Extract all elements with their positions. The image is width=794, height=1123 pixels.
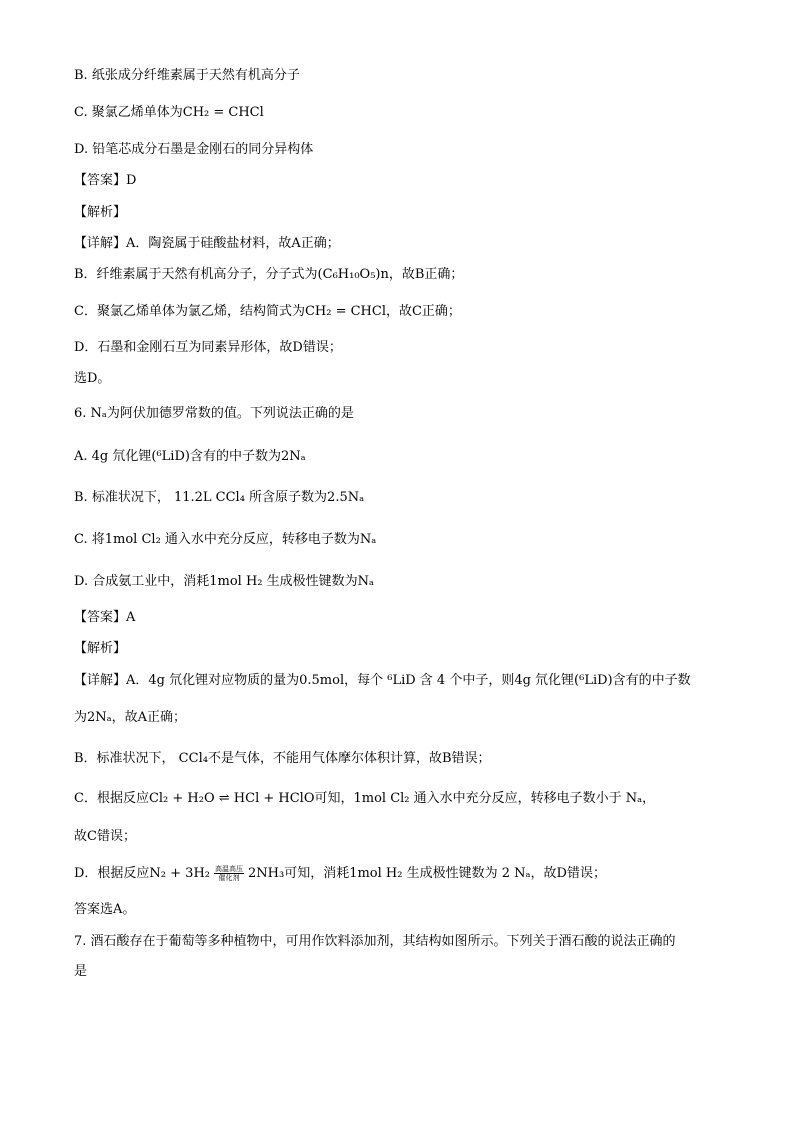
- option-b-q6: B. 标准状况下， 11.2L CCl₄ 所含原子数为2.5Nₐ: [74, 490, 365, 505]
- reaction-products-text: 2NH₃可知，消耗1mol H₂ 生成极性键数为 2 Nₐ，故D错误；: [248, 866, 606, 881]
- answer-q5: 【答案】D: [74, 173, 137, 188]
- option-c-q6: C. 将1mol Cl₂ 通入水中充分反应，转移电子数为Nₐ: [74, 532, 377, 547]
- explanation-a-q5: 【详解】A．陶瓷属于硅酸盐材料，故A正确；: [74, 236, 340, 251]
- reaction-arrow: [214, 865, 244, 882]
- conclusion-q6: 答案选A。: [74, 902, 136, 917]
- answer-q6: 【答案】A: [74, 610, 136, 625]
- question-6-stem: 6. Nₐ为阿伏加德罗常数的值。下列说法正确的是: [74, 406, 354, 421]
- question-7-stem: 7. 酒石酸存在于葡萄等多种植物中，可用作饮料添加剂，其结构如图所示。下列关于酒石酸的说法正确的: [74, 934, 676, 949]
- explanation-a-q6-cont: 为2Nₐ，故A正确；: [74, 710, 187, 725]
- explanation-c-q5: C．聚氯乙烯单体为氯乙烯，结构简式为CH₂ = CHCl，故C正确；: [74, 304, 461, 319]
- option-a-q6: A. 4g 氘化锂(⁶LiD)含有的中子数为2Nₐ: [74, 449, 306, 464]
- option-c-q5: C. 聚氯乙烯单体为CH₂ = CHCl: [74, 105, 264, 120]
- explanation-a-q6: 【详解】A．4g 氘化锂对应物质的量为0.5mol，每个 ⁶LiD 含 4 个中子，则4g 氘化锂(⁶LiD)含有的中子数: [74, 673, 691, 688]
- explanation-b-q6: B．标准状况下， CCl₄不是气体，不能用气体摩尔体积计算，故B错误；: [74, 751, 491, 766]
- reaction-condition-top: 高温高压: [215, 865, 243, 873]
- option-b-q5: B. 纸张成分纤维素属于天然有机高分子: [74, 68, 300, 83]
- question-7-stem-cont: 是: [74, 964, 88, 979]
- conclusion-q5: 选D。: [74, 371, 111, 386]
- explanation-d-q5: D．石墨和金刚石互为同素异形体，故D错误；: [74, 340, 342, 355]
- analysis-heading-q6: 【解析】: [74, 641, 127, 656]
- option-d-q6: D. 合成氨工业中，消耗1mol H₂ 生成极性键数为Nₐ: [74, 574, 375, 589]
- analysis-heading-q5: 【解析】: [74, 205, 127, 220]
- reaction-reactants: D．根据反应N₂ + 3H₂: [74, 866, 210, 881]
- option-d-q5: D. 铅笔芯成分石墨是金刚石的同分异构体: [74, 142, 314, 157]
- explanation-c-q6: C．根据反应Cl₂ + H₂O ⇌ HCl + HClO可知，1mol Cl₂ 通入水中充分反应，转移电子数小于 Nₐ，: [74, 791, 656, 806]
- explanation-d-q6: [74, 865, 606, 883]
- explanation-b-q5: B．纤维素属于天然有机高分子，分子式为(C₆H₁₀O₅)n，故B正确；: [74, 267, 464, 282]
- reaction-condition-bottom: 催化剂: [218, 874, 240, 882]
- explanation-c-q6-cont: 故C错误；: [74, 829, 136, 844]
